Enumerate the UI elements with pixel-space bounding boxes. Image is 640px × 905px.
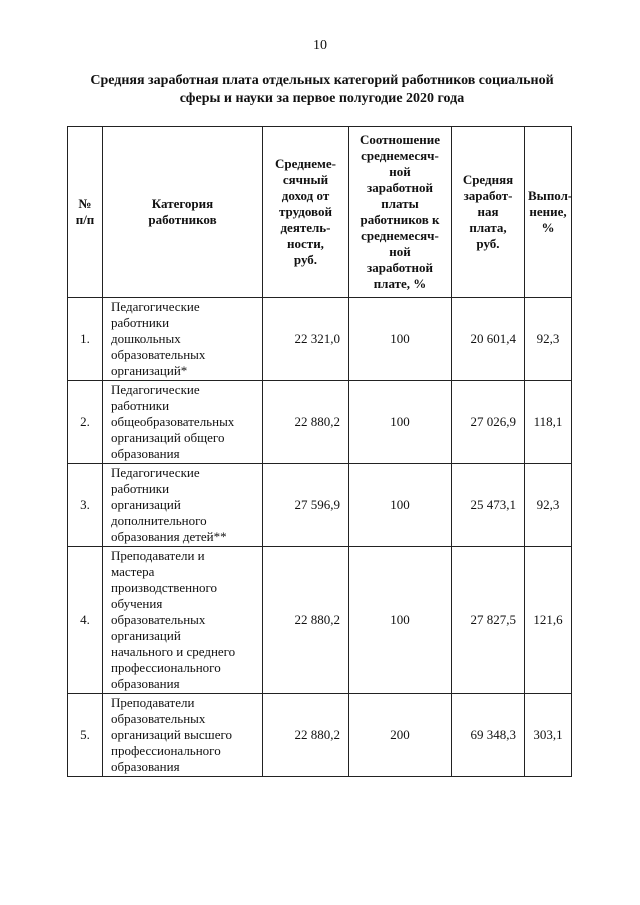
row-category: Преподаватели и мастера производственного обучения образовательных организаций начального и среднего профессионального образования — [103, 547, 263, 694]
header-salary: Средняя заработ- ная плата, руб. — [452, 127, 525, 298]
row-income: 22 321,0 — [263, 298, 349, 381]
row-salary: 20 601,4 — [452, 298, 525, 381]
page-number: 10 — [313, 38, 327, 53]
row-salary: 27 026,9 — [452, 381, 525, 464]
row-salary: 27 827,5 — [452, 547, 525, 694]
row-number: 3. — [68, 464, 103, 547]
table-body — [68, 298, 572, 777]
table-header — [68, 127, 572, 298]
row-completion: 92,3 — [525, 464, 572, 547]
table-row — [68, 381, 572, 464]
document-title: Средняя заработная плата отдельных категорий работников социальной сферы и науки за первое полугодие 2020 года — [90, 73, 554, 106]
row-income: 27 596,9 — [263, 464, 349, 547]
row-ratio: 100 — [349, 547, 452, 694]
table-row — [68, 694, 572, 777]
header-income: Среднеме- сячный доход от трудовой деятель- ности, руб. — [263, 127, 349, 298]
row-ratio: 100 — [349, 381, 452, 464]
row-category: Педагогические работники организаций дополнительного образования детей** — [103, 464, 263, 547]
table-row — [68, 547, 572, 694]
row-ratio: 200 — [349, 694, 452, 777]
row-income: 22 880,2 — [263, 694, 349, 777]
row-completion: 121,6 — [525, 547, 572, 694]
row-number: 5. — [68, 694, 103, 777]
header-row — [68, 127, 572, 298]
row-number: 1. — [68, 298, 103, 381]
row-category: Педагогические работники дошкольных образовательных организаций* — [103, 298, 263, 381]
row-ratio: 100 — [349, 464, 452, 547]
row-salary: 25 473,1 — [452, 464, 525, 547]
row-category: Педагогические работники общеобразовательных организаций общего образования — [103, 381, 263, 464]
header-category: Категория работников — [103, 127, 263, 298]
row-completion: 118,1 — [525, 381, 572, 464]
row-category: Преподаватели образовательных организаций высшего профессионального образования — [103, 694, 263, 777]
row-income: 22 880,2 — [263, 547, 349, 694]
header-number: № п/п — [68, 127, 103, 298]
row-completion: 303,1 — [525, 694, 572, 777]
salary-table — [67, 126, 572, 777]
row-salary: 69 348,3 — [452, 694, 525, 777]
header-completion: Выпол- нение, % — [525, 127, 572, 298]
table-row — [68, 464, 572, 547]
row-ratio: 100 — [349, 298, 452, 381]
table-row — [68, 298, 572, 381]
row-number: 4. — [68, 547, 103, 694]
header-ratio: Соотношение среднемесяч- ной заработной платы работников к среднемесяч- ной заработной плате, % — [349, 127, 452, 298]
row-completion: 92,3 — [525, 298, 572, 381]
row-income: 22 880,2 — [263, 381, 349, 464]
row-number: 2. — [68, 381, 103, 464]
